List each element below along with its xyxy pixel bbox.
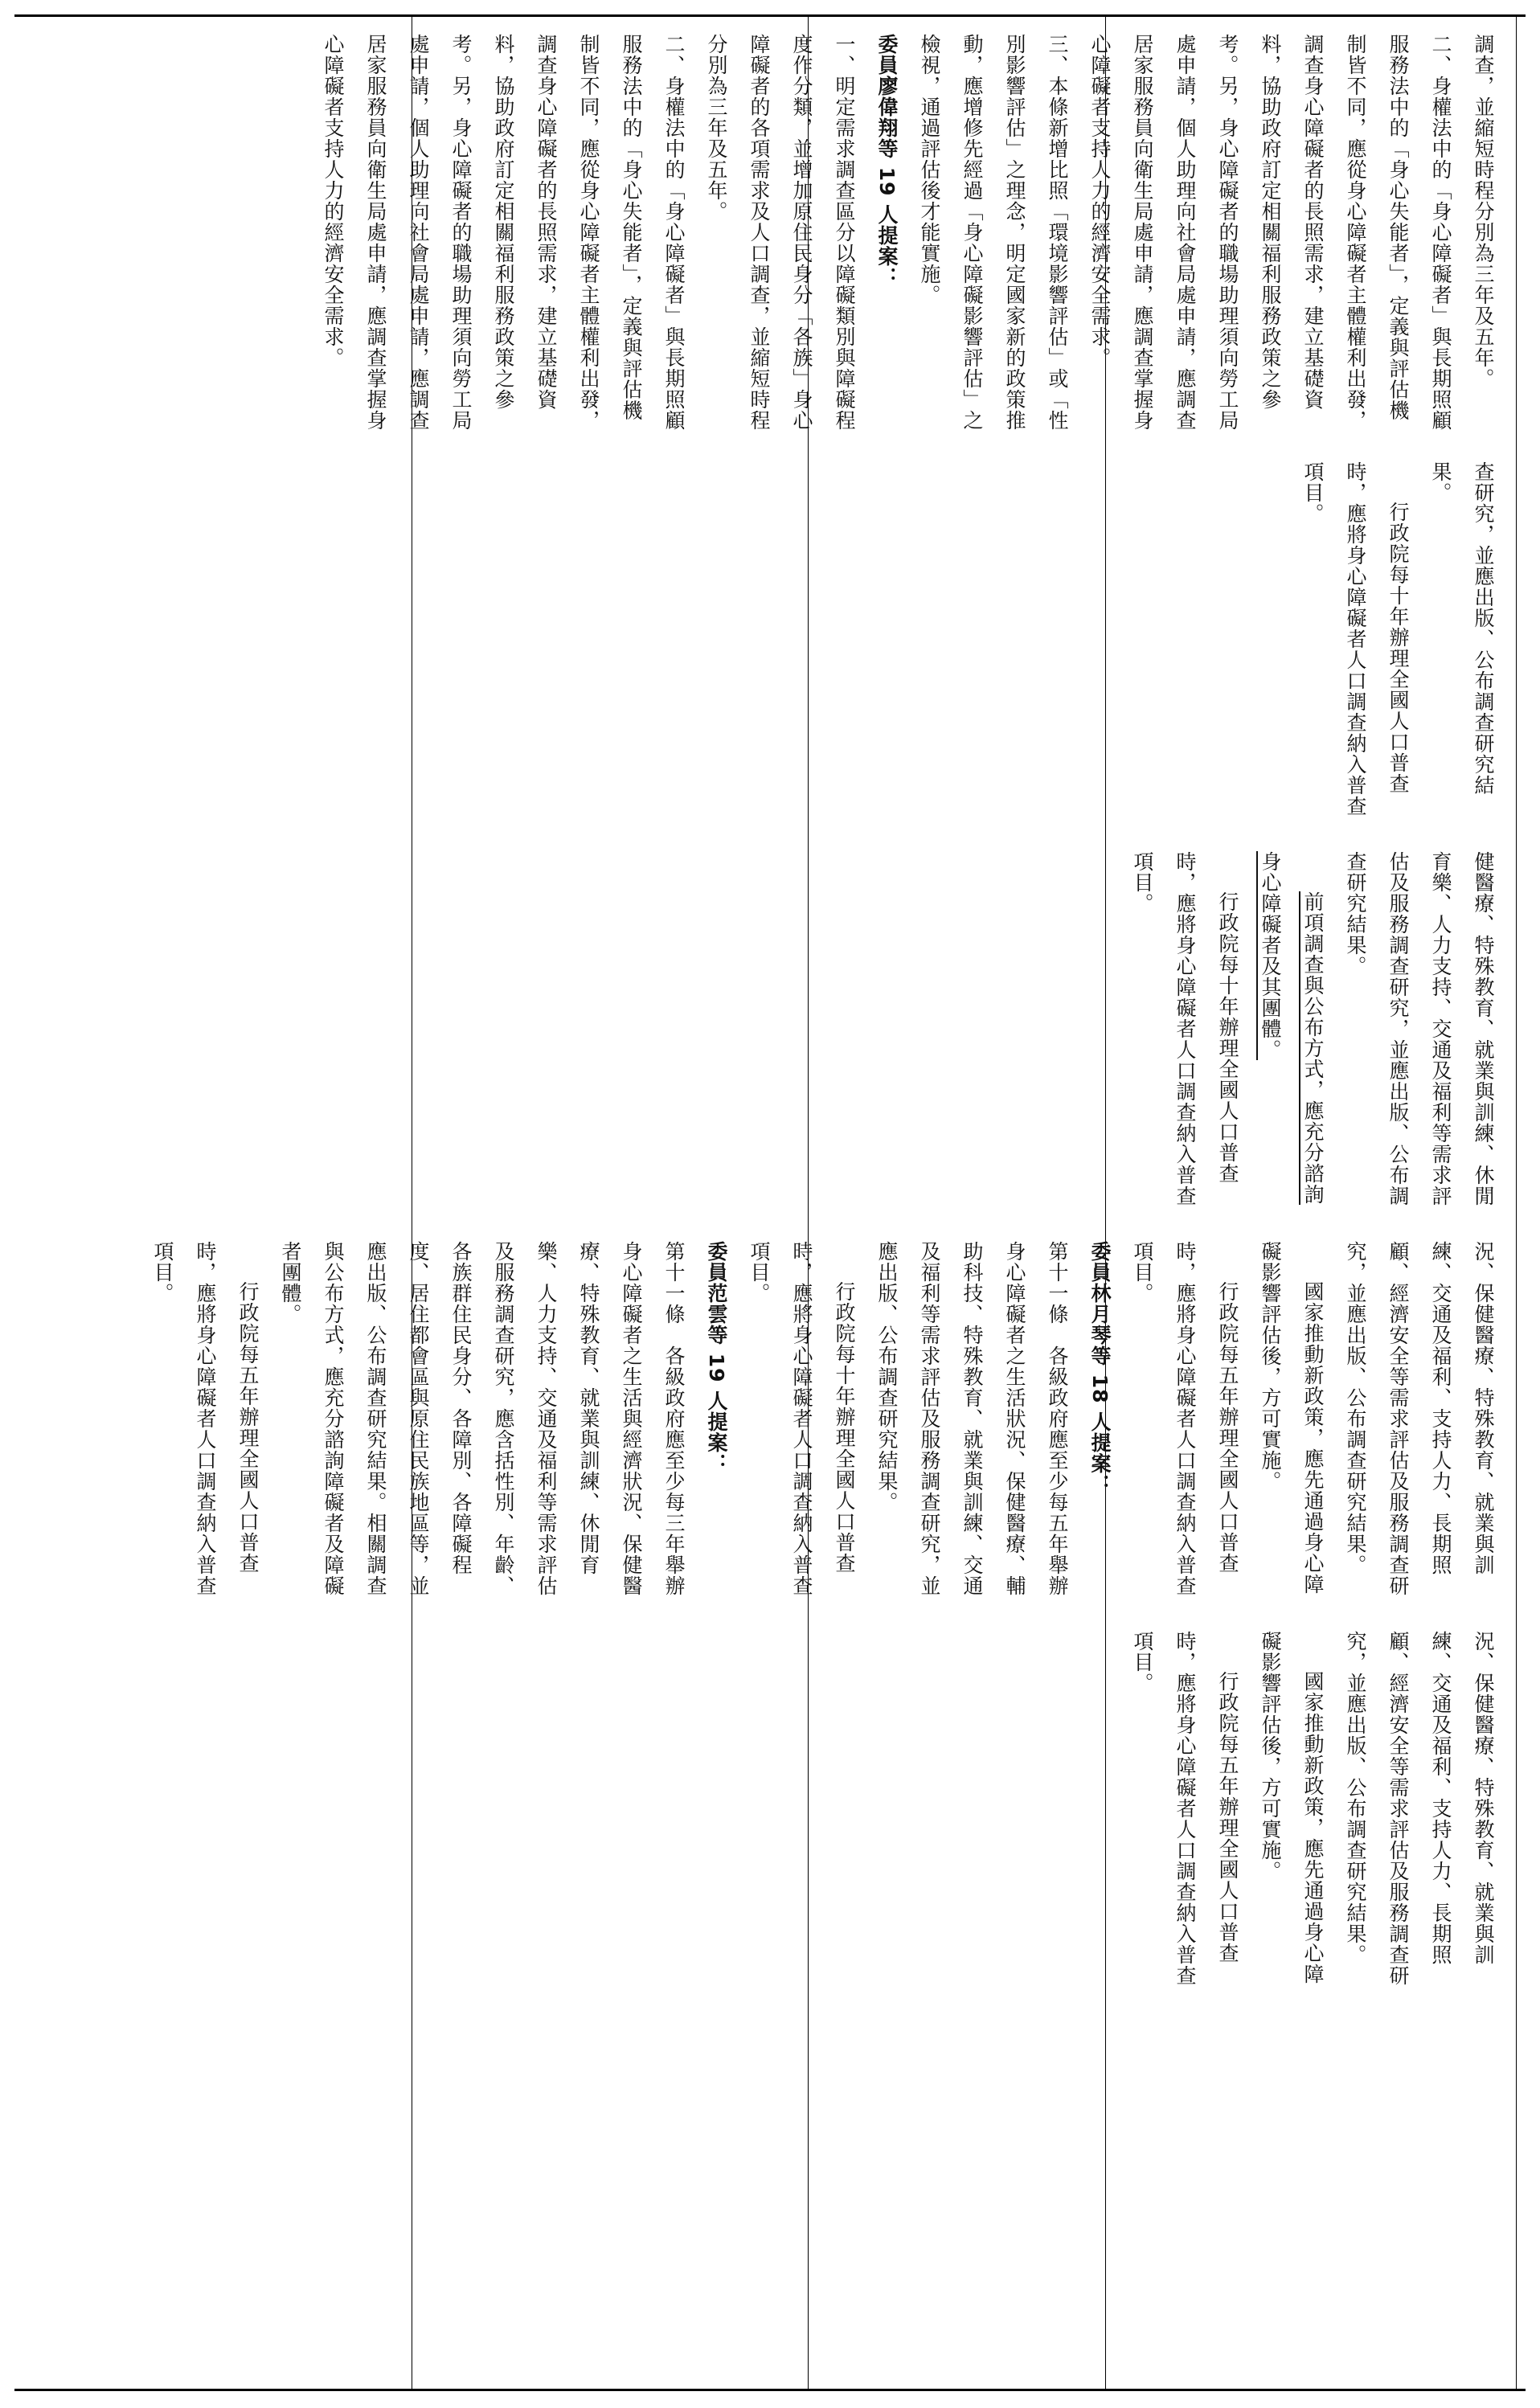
panel-col5 xyxy=(322,23,1513,440)
text-line: 二、身權法中的「身心障礙者」與長期照顧服務法中的「身心失能者」，定義與評估機制皆不同，應從身心障礙者主體權利出發，調查身心障礙者的長照需求，建立基礎資料，協助政府訂定相關福利服務政策之參考。另，身心障礙者的職場助理須向勞工局處申請，個人助理向社會局處申請，應調查居家服務員向衛生局處申請，應調查掌握身心障礙者支持人力的經濟安全需求。 xyxy=(322,34,686,431)
text-line: 況、保健醫療、特殊教育、就業與訓練、交通及福利、支持人力、長期照顧、經濟安全等需求評估及服務調查研究，並應出版、公布調查研究結果。 xyxy=(1344,1241,1495,1596)
panel-divider xyxy=(1516,17,1517,2389)
panel-col2 xyxy=(151,1230,1513,1607)
panel-col4 xyxy=(813,450,1513,828)
proposal-heading: 委員廖偉翔等 19 人提案： xyxy=(875,34,899,289)
text-line: 前項調查與公布方式，應充分諮詢身心障礙者及其團體。 xyxy=(1259,851,1325,1205)
text-line: 行政院每五年辦理全國人口普查時，應將身心障礙者人口調查納入普查項目。 xyxy=(151,1241,260,1596)
text-line: 調查，並縮短時程分別為三年及五年。 xyxy=(1472,34,1495,389)
text-line: 行政院每十年辦理全國人口普查時，應將身心障礙者人口調查納入普查項目。 xyxy=(747,1241,856,1596)
text-line: 行政院每十年辦理全國人口普查時，應將身心障礙者人口調查納入普查項目。 xyxy=(1301,461,1410,817)
panel-col1 xyxy=(813,1620,1513,1997)
bottom-rule xyxy=(14,2389,1526,2391)
proposal-heading: 委員范雲等 19 人提案： xyxy=(705,1241,728,1475)
text-line: 國家推動新政策，應先通過身心障礙影響評估後，方可實施。 xyxy=(1259,1631,1325,1984)
text-line: 二、身權法中的「身心障礙者」與長期照顧服務法中的「身心失能者」，定義與評估機制皆不同，應從身心障礙者主體權利出發，調查身心障礙者的長照需求，建立基礎資料，協助政府訂定相關福利服務政策之參考。另，身心障礙者的職場助理須向勞工局處申請，個人助理向社會局處申請，應調查居家服務員向衛生局處申請，應調查掌握身心障礙者支持人力的經濟安全需求。 xyxy=(1088,34,1452,431)
text-line: 三、本條新增比照「環境影響評估」或「性別影響評估」之理念，明定國家新的政策推動，應增修先經過「身心障礙影響評估」之檢視，通過評估後才能實施。 xyxy=(918,34,1069,431)
top-rule xyxy=(14,14,1526,17)
text-line: 第十一條 各級政府應至少每五年舉辦身心障礙者之生活狀況、保健醫療、輔助科技、特殊教育、就業與訓練、交通及福利等需求評估及服務調查研究，並應出版、公布調查研究結果。 xyxy=(875,1241,1069,1596)
text-line: 行政院每五年辦理全國人口普查時，應將身心障礙者人口調查納入普查項目。 xyxy=(1131,1631,1239,1986)
text-line: 一、明定需求調查區分以障礙類別與障礙程度作分類，並增加原住民身分「各族」身心障礙者的各項需求及人口調查，並縮短時程分別為三年及五年。 xyxy=(705,34,856,431)
text-line: 行政院每五年辦理全國人口普查時，應將身心障礙者人口調查納入普查項目。 xyxy=(1131,1241,1239,1596)
text-line: 查研究，並應出版、公布調查研究結果。 xyxy=(1429,461,1495,796)
text-line: 國家推動新政策，應先通過身心障礙影響評估後，方可實施。 xyxy=(1259,1241,1325,1595)
text-line: 況、保健醫療、特殊教育、就業與訓練、交通及福利、支持人力、長期照顧、經濟安全等需求評估及服務調查研究，並應出版、公布調查研究結果。 xyxy=(1344,1631,1495,1986)
proposal-heading: 委員林月琴等 18 人提案： xyxy=(1088,1241,1112,1496)
text-line: 健醫療、特殊教育、就業與訓練、休閒育樂、人力支持、交通及福利等需求評估及服務調查研究，並應出版、公布調查研究結果。 xyxy=(1344,851,1495,1206)
text-line: 第十一條 各級政府應至少每三年舉辦身心障礙者之生活與經濟狀況、保健醫療、特殊教育、就業與訓練、休閒育樂、人力支持、交通及福利等需求評估及服務調查研究，應含括性別、年齡、各族群住民身分、各障別、各障礙程度、居住都會區與原住民族地區等，並應出版、公布調查研究結果。相關調查與公布方式，應充分諮詢障礙者及障礙者團體。 xyxy=(279,1241,686,1596)
text-line: 行政院每十年辦理全國人口普查時，應將身心障礙者人口調查納入普查項目。 xyxy=(1131,851,1239,1206)
panel-col3 xyxy=(813,840,1513,1218)
